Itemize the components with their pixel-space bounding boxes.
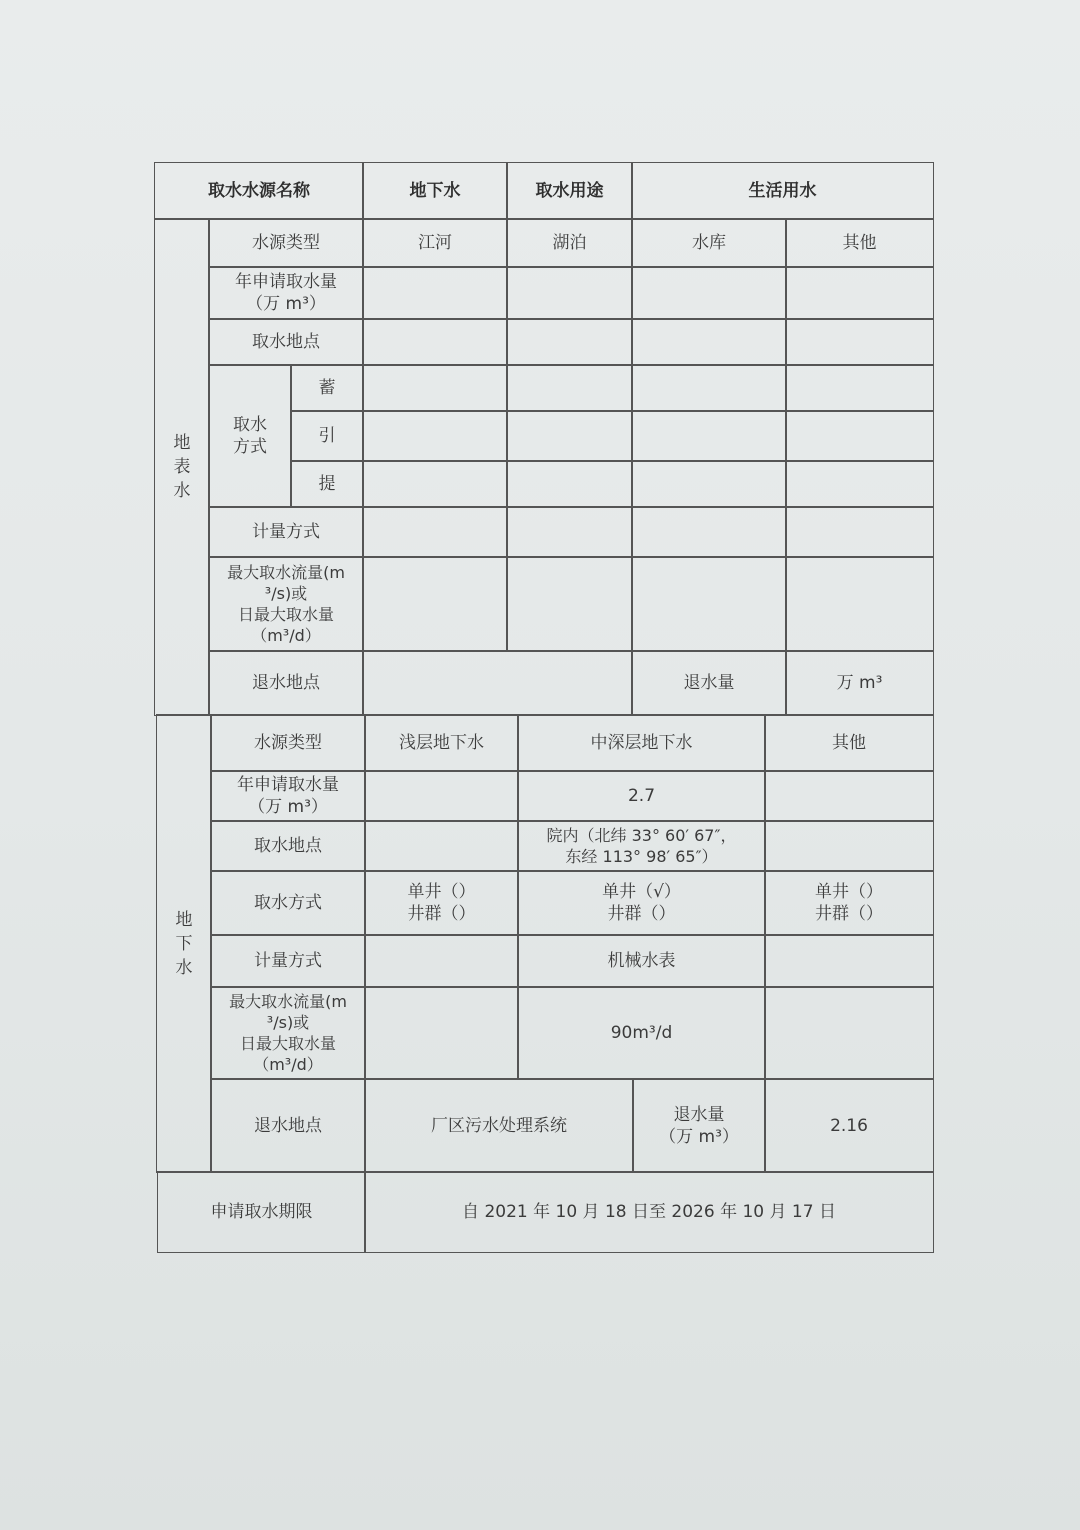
surface-method-divert: 引 — [290, 410, 364, 462]
surface-method-cell — [785, 410, 934, 462]
surface-method-cell — [506, 410, 633, 462]
surface-maxflow-label: 最大取水流量(m ³/s)或 日最大取水量 （m³/d） — [208, 556, 364, 652]
source-name-value: 地下水 — [362, 162, 508, 220]
surface-method-cell — [506, 364, 633, 412]
ground-annual-cell — [364, 770, 519, 822]
ground-return-amount-value: 2.16 — [764, 1078, 934, 1173]
ground-return-amount-label: 退水量 （万 m³） — [632, 1078, 766, 1173]
surface-method-cell — [362, 410, 508, 462]
source-name-label: 取水水源名称 — [154, 162, 364, 220]
surface-maxflow-cell — [506, 556, 633, 652]
surface-type-lake: 湖泊 — [506, 218, 633, 268]
surface-metering-cell — [785, 506, 934, 558]
surface-type-reservoir: 水库 — [631, 218, 787, 268]
surface-location-cell — [785, 318, 934, 366]
surface-method-lift: 提 — [290, 460, 364, 508]
ground-maxflow-cell — [764, 986, 934, 1080]
surface-type-river: 江河 — [362, 218, 508, 268]
surface-method-label: 取水 方式 — [208, 364, 292, 508]
surface-metering-cell — [631, 506, 787, 558]
ground-type-shallow: 浅层地下水 — [364, 714, 519, 772]
surface-annual-cell — [362, 266, 508, 320]
surface-method-cell — [506, 460, 633, 508]
surface-method-cell — [362, 364, 508, 412]
surface-location-label: 取水地点 — [208, 318, 364, 366]
surface-maxflow-cell — [362, 556, 508, 652]
surface-annual-cell — [506, 266, 633, 320]
surface-maxflow-cell — [631, 556, 787, 652]
surface-method-cell — [362, 460, 508, 508]
surface-type-label: 水源类型 — [208, 218, 364, 268]
surface-location-cell — [631, 318, 787, 366]
ground-annual-label: 年申请取水量 （万 m³） — [210, 770, 366, 822]
ground-annual-cell — [764, 770, 934, 822]
surface-type-other: 其他 — [785, 218, 934, 268]
ground-type-other: 其他 — [764, 714, 934, 772]
ground-metering-value: 机械水表 — [517, 934, 766, 988]
ground-maxflow-label: 最大取水流量(m ³/s)或 日最大取水量 （m³/d） — [210, 986, 366, 1080]
surface-metering-cell — [506, 506, 633, 558]
ground-annual-value: 2.7 — [517, 770, 766, 822]
surface-metering-cell — [362, 506, 508, 558]
ground-maxflow-value: 90m³/d — [517, 986, 766, 1080]
surface-metering-label: 计量方式 — [208, 506, 364, 558]
surface-annual-label: 年申请取水量 （万 m³） — [208, 266, 364, 320]
ground-location-cell — [364, 820, 519, 872]
surface-return-label: 退水地点 — [208, 650, 364, 716]
surface-method-cell — [631, 460, 787, 508]
surface-location-cell — [362, 318, 508, 366]
period-value: 自 2021 年 10 月 18 日至 2026 年 10 月 17 日 — [364, 1171, 934, 1253]
ground-location-label: 取水地点 — [210, 820, 366, 872]
surface-return-cell — [362, 650, 633, 716]
ground-maxflow-cell — [364, 986, 519, 1080]
surface-maxflow-cell — [785, 556, 934, 652]
ground-type-label: 水源类型 — [210, 714, 366, 772]
use-label: 取水用途 — [506, 162, 633, 220]
ground-return-value: 厂区污水处理系统 — [364, 1078, 634, 1173]
surface-method-cell — [631, 410, 787, 462]
surface-annual-cell — [631, 266, 787, 320]
ground-method-deep: 单井（√） 井群（） — [517, 870, 766, 936]
ground-type-deep: 中深层地下水 — [517, 714, 766, 772]
surface-method-store: 蓄 — [290, 364, 364, 412]
ground-method-other: 单井（） 井群（） — [764, 870, 934, 936]
ground-location-cell — [764, 820, 934, 872]
ground-return-label: 退水地点 — [210, 1078, 366, 1173]
use-value: 生活用水 — [631, 162, 934, 220]
ground-section-label: 地 下 水 — [156, 714, 212, 1173]
surface-annual-cell — [785, 266, 934, 320]
surface-method-cell — [785, 364, 934, 412]
ground-location-value: 院内（北纬 33° 60′ 67″， 东经 113° 98′ 65″） — [517, 820, 766, 872]
ground-metering-cell — [764, 934, 934, 988]
surface-method-cell — [631, 364, 787, 412]
surface-return-amount-label: 退水量 — [631, 650, 787, 716]
surface-return-amount-unit: 万 m³ — [785, 650, 934, 716]
surface-method-cell — [785, 460, 934, 508]
ground-method-label: 取水方式 — [210, 870, 366, 936]
ground-metering-label: 计量方式 — [210, 934, 366, 988]
ground-method-shallow: 单井（） 井群（） — [364, 870, 519, 936]
surface-section-label: 地 表 水 — [154, 218, 210, 716]
period-label: 申请取水期限 — [157, 1171, 366, 1253]
surface-location-cell — [506, 318, 633, 366]
ground-metering-cell — [364, 934, 519, 988]
